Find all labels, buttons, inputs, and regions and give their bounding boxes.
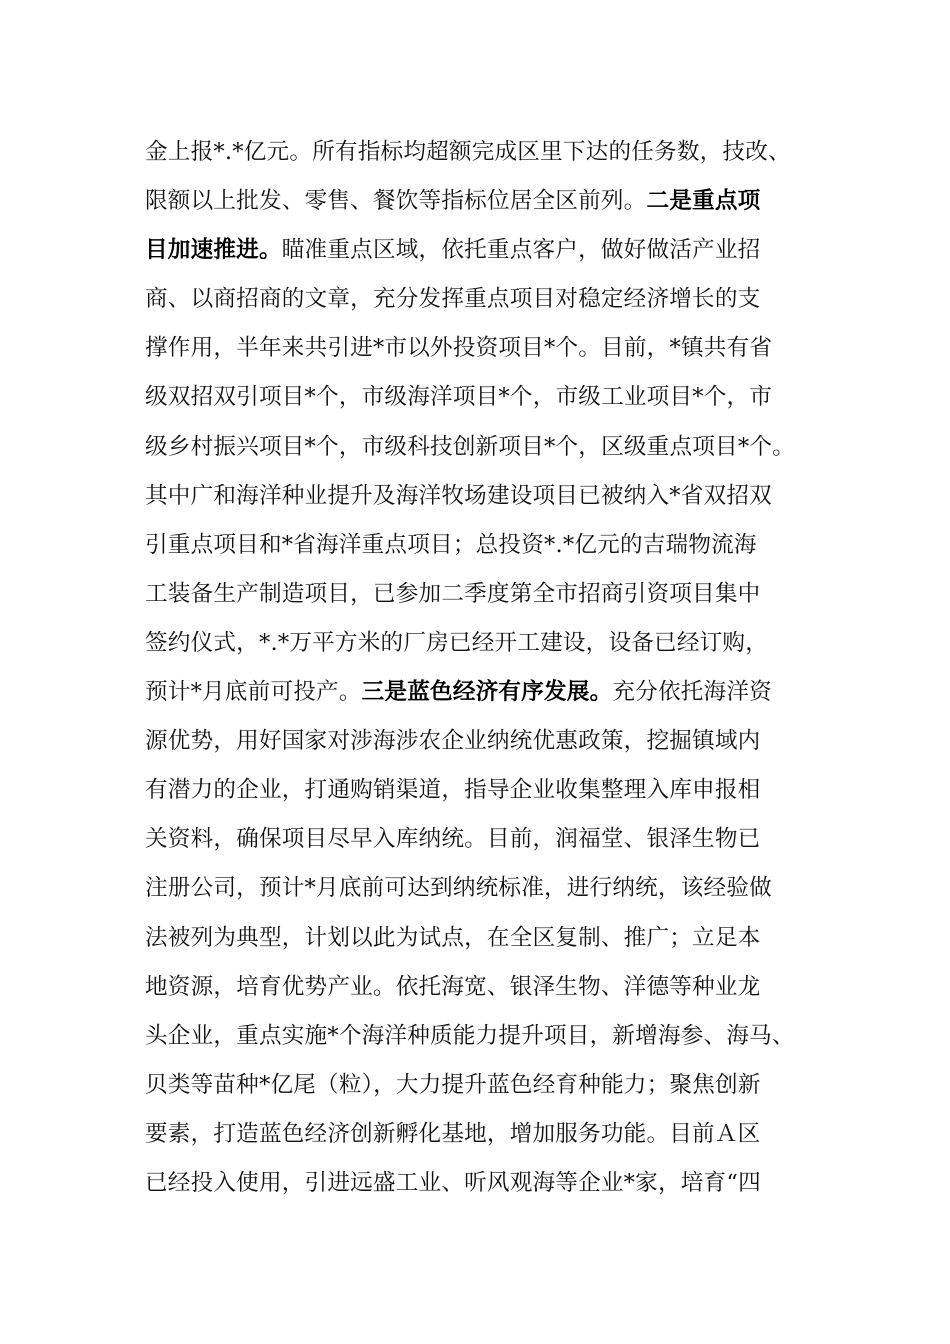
text-line	[145, 423, 825, 472]
text-run: 贝类等苗种*亿尾（粒），大力提升蓝色经育种能力；聚焦创新	[145, 1071, 761, 1098]
text-line	[145, 766, 825, 815]
text-run: 级乡村振兴项目*个，市级科技创新项目*个，区级重点项目*个。	[145, 433, 795, 460]
text-run: 注册公司，预计*月底前可达到纳统标准，进行纳统，该经验做	[145, 875, 772, 902]
text-line	[145, 963, 825, 1012]
text-line	[145, 668, 825, 717]
text-run: 引重点项目和*省海洋重点项目；总投资*.*亿元的吉瑞物流海	[145, 531, 757, 558]
text-line	[145, 717, 825, 766]
text-run: 金上报*.*亿元。所有指标均超额完成区里下达的任务数，技改、	[145, 139, 791, 165]
text-run: 限额以上批发、零售、餐饮等指标位居全区前列。	[145, 188, 647, 215]
text-run: 源优势，用好国家对涉海涉农企业纳统优惠政策，挖掘镇域内	[145, 728, 761, 755]
bold-heading-text: 二是重点项	[646, 188, 761, 215]
text-run: 撑作用，半年来共引进*市以外投资项目*个。目前，*镇共有省	[145, 335, 773, 362]
text-run: 地资源，培育优势产业。依托海宽、银泽生物、洋德等种业龙	[145, 973, 761, 1000]
text-run: 关资料，确保项目尽早入库纳统。目前，润福堂、银泽生物已	[145, 826, 761, 853]
bold-heading-text: 三是蓝色经济有序发展。	[361, 679, 613, 706]
text-line	[145, 1012, 825, 1061]
text-run: 充分依托海洋资	[612, 679, 772, 706]
text-run: 法被列为典型，计划以此为试点，在全区复制、推广；立足本	[145, 924, 761, 951]
text-line	[145, 1061, 825, 1110]
text-run: 要素，打造蓝色经济创新孵化基地，增加服务功能。目前Ａ区	[145, 1120, 761, 1147]
text-line	[145, 815, 825, 864]
text-line	[145, 128, 825, 177]
text-run: 级双招双引项目*个，市级海洋项目*个，市级工业项目*个，市	[145, 384, 773, 411]
text-line	[145, 619, 825, 668]
text-line	[145, 275, 825, 324]
text-line	[145, 177, 825, 226]
text-line	[145, 914, 825, 963]
text-line	[145, 864, 825, 913]
text-run: 瞄准重点区域，依托重点客户，做好做活产业招	[281, 237, 761, 264]
text-run: 其中广和海洋种业提升及海洋牧场建设项目已被纳入*省双招双	[145, 482, 772, 509]
text-run: 已经投入使用，引进远盛工业、听风观海等企业*家，培育“四	[145, 1169, 761, 1196]
text-line	[145, 1159, 825, 1208]
text-line	[145, 226, 825, 275]
text-line	[145, 570, 825, 619]
text-line	[145, 1110, 825, 1159]
text-run: 商、以商招商的文章，充分发挥重点项目对稳定经济增长的支	[145, 286, 761, 313]
text-run: 头企业，重点实施*个海洋种质能力提升项目，新增海参、海马、	[145, 1022, 795, 1049]
body-text	[145, 128, 825, 1208]
text-run: 预计*月底前可投产。	[145, 679, 362, 706]
text-run: 有潜力的企业，打通购销渠道，指导企业收集整理入库申报相	[145, 777, 761, 804]
text-line	[145, 373, 825, 422]
text-line	[145, 521, 825, 570]
text-run: 签约仪式，*.*万平方米的厂房已经开工建设，设备已经订购，	[145, 629, 769, 656]
bold-heading-text: 目加速推进。	[145, 237, 282, 264]
text-line	[145, 472, 825, 521]
text-line	[145, 324, 825, 373]
text-run: 工装备生产制造项目，已参加二季度第全市招商引资项目集中	[145, 580, 761, 607]
